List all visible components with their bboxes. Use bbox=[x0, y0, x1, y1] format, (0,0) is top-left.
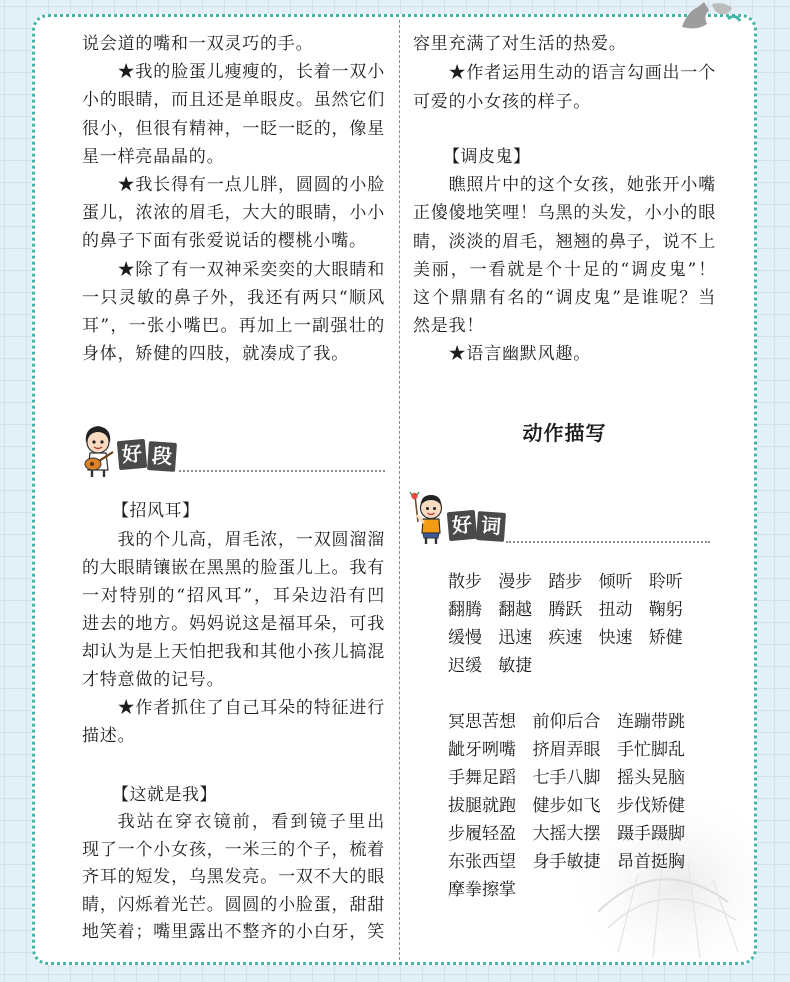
continued-paragraph bbox=[413, 30, 716, 59]
text-line: ★除了有一双神采奕奕的大眼睛和 bbox=[117, 259, 385, 280]
text-line: 说会道的嘴和一双灵巧的手。 bbox=[82, 34, 314, 54]
word: 鞠躬 bbox=[648, 600, 683, 620]
word-row bbox=[448, 652, 699, 680]
idiom-row bbox=[448, 708, 702, 736]
passage-title: 【这就是我】 bbox=[112, 785, 217, 805]
header-tile: 词 bbox=[476, 511, 506, 542]
sample-sentence bbox=[82, 256, 385, 369]
word: 倾听 bbox=[598, 572, 633, 592]
text-line: 现了一个小女孩，一米三的个子，梳着 bbox=[82, 839, 385, 860]
idiom: 摩拳擦掌 bbox=[448, 880, 516, 900]
passage-body bbox=[413, 171, 716, 340]
text-line: 一对特别的“招风耳”，耳朵边沿有凹 bbox=[82, 586, 385, 606]
word: 缓慢 bbox=[448, 628, 482, 648]
text-line: 的大眼睛镶嵌在黑黑的脸蛋儿上。我有 bbox=[82, 558, 385, 578]
dotted-rule bbox=[506, 541, 710, 543]
idiom-row bbox=[448, 736, 702, 764]
text-line: ★作者抓住了自己耳朵的特征进行 bbox=[117, 698, 385, 718]
text-line: 身体，矫健的四肢，就凑成了我。 bbox=[82, 344, 349, 365]
text-line: 我站在穿衣镜前，看到镜子里出 bbox=[117, 812, 385, 832]
text-line: 正傻傻地笑哩！乌黑的头发，小小的眼 bbox=[413, 203, 716, 224]
section-title: 动作描写 bbox=[522, 421, 607, 445]
word: 迟缓 bbox=[448, 656, 482, 676]
text-line: 进去的地方。妈妈说这是福耳朵，可我 bbox=[82, 614, 385, 634]
passage-naughty bbox=[413, 143, 716, 369]
idiom-list bbox=[448, 708, 702, 904]
text-line: 才特意做的记号。 bbox=[82, 670, 225, 690]
word-row bbox=[448, 568, 699, 596]
text-line: 很小，但很有精神，一眨一眨的，像星 bbox=[82, 118, 385, 139]
idiom: 冥思苦想 bbox=[448, 712, 516, 732]
passage-comment bbox=[413, 340, 716, 368]
header-tile: 好 bbox=[117, 439, 147, 470]
continued-paragraph bbox=[82, 30, 385, 58]
word: 踏步 bbox=[548, 572, 583, 592]
text-line: 蛋儿，浓浓的眉毛，大大的眼睛，小小 bbox=[82, 203, 385, 224]
text-line: 睛，闪烁着光芒。圆圆的小脸蛋，甜甜 bbox=[82, 894, 385, 915]
text-line: ★我长得有一点儿胖，圆圆的小脸 bbox=[117, 174, 385, 195]
text-line: 星一样亮晶晶的。 bbox=[82, 146, 225, 167]
dotted-rule bbox=[179, 470, 385, 472]
idiom-row bbox=[448, 792, 702, 820]
passage-title: 【调皮鬼】 bbox=[443, 147, 531, 167]
idiom: 蹑手蹑脚 bbox=[617, 824, 685, 844]
passage-title: 【招风耳】 bbox=[112, 501, 200, 521]
idiom-row bbox=[448, 848, 702, 876]
boy-with-flower-icon bbox=[409, 491, 447, 545]
passage-body bbox=[82, 809, 385, 947]
idiom: 健步如飞 bbox=[532, 796, 601, 816]
text-line: 然是我！ bbox=[413, 316, 485, 337]
text-line: 瞧照片中的这个女孩，她张开小嘴 bbox=[448, 175, 716, 196]
idiom: 大摇大摆 bbox=[532, 824, 601, 844]
text-line: ★语言幽默风趣。 bbox=[448, 344, 591, 365]
idiom: 摇头晃脑 bbox=[617, 768, 685, 788]
text-line: 一只灵敏的鼻子外，我还有两只“顺风 bbox=[82, 287, 385, 308]
word: 疾速 bbox=[548, 628, 583, 648]
passage-comment bbox=[413, 59, 716, 117]
idiom: 连蹦带跳 bbox=[617, 712, 685, 732]
left-intro-text bbox=[82, 30, 385, 368]
text-line: 容里充满了对生活的热爱。 bbox=[413, 34, 627, 54]
word: 扭动 bbox=[598, 600, 633, 620]
passage-this-is-me-end bbox=[413, 30, 716, 116]
idiom: 步伐矫健 bbox=[617, 796, 685, 816]
text-line: 这个鼎鼎有名的“调皮鬼”是谁呢？当 bbox=[413, 287, 716, 308]
idiom-row bbox=[448, 820, 702, 848]
passage-body bbox=[82, 526, 385, 694]
idiom: 手忙脚乱 bbox=[617, 740, 685, 760]
header-tile: 好 bbox=[447, 510, 477, 541]
sample-sentence bbox=[82, 171, 385, 256]
passage-comment bbox=[82, 694, 385, 750]
idiom-row bbox=[448, 876, 702, 904]
good-words-header bbox=[409, 491, 714, 547]
text-line: 小的眼睛，而且还是单眼皮。虽然它们 bbox=[82, 90, 385, 111]
text-line: 描述。 bbox=[82, 726, 136, 746]
word: 快速 bbox=[598, 628, 633, 648]
idiom: 七手八脚 bbox=[532, 768, 601, 788]
good-paragraphs-header bbox=[78, 422, 388, 478]
idiom: 挤眉弄眼 bbox=[532, 740, 601, 760]
idiom: 身手敏捷 bbox=[532, 852, 601, 872]
corner-ornament-icon bbox=[672, 0, 742, 32]
text-line: ★我的脸蛋儿瘦瘦的，长着一双小 bbox=[117, 62, 385, 83]
word: 翻腾 bbox=[448, 600, 482, 620]
word-list bbox=[448, 568, 699, 680]
text-line: 可爱的小女孩的样子。 bbox=[413, 91, 591, 112]
word: 漫步 bbox=[498, 572, 533, 592]
text-line: 的鼻子下面有张爱说话的樱桃小嘴。 bbox=[82, 231, 367, 252]
word: 迅速 bbox=[498, 628, 533, 648]
idiom-row bbox=[448, 764, 702, 792]
word: 矫健 bbox=[648, 628, 683, 648]
text-line: 齐耳的短发，乌黑发亮。一双不大的眼 bbox=[82, 867, 385, 888]
boy-with-guitar-icon bbox=[78, 422, 118, 478]
word: 腾跃 bbox=[548, 600, 583, 620]
passage-this-is-me bbox=[82, 781, 385, 947]
idiom: 前仰后合 bbox=[532, 712, 601, 732]
text-line: 耳”，一张小嘴巴。再加上一副强壮的 bbox=[82, 315, 385, 336]
idiom: 龇牙咧嘴 bbox=[448, 740, 516, 760]
idiom: 步履轻盈 bbox=[448, 824, 516, 844]
idiom: 昂首挺胸 bbox=[617, 852, 685, 872]
header-tile: 段 bbox=[147, 441, 177, 472]
text-line: 地笑着；嘴里露出不整齐的小白牙，笑 bbox=[82, 922, 385, 943]
text-line: 睛，淡淡的眉毛，翘翘的鼻子，说不上 bbox=[413, 231, 716, 252]
word: 翻越 bbox=[498, 600, 533, 620]
word: 散步 bbox=[448, 572, 482, 592]
column-divider bbox=[399, 20, 400, 960]
word: 聆听 bbox=[648, 572, 683, 592]
word: 敏捷 bbox=[498, 656, 533, 676]
sample-sentence bbox=[82, 58, 385, 171]
idiom: 东张西望 bbox=[448, 852, 516, 872]
passage-ears bbox=[82, 496, 385, 750]
idiom: 手舞足蹈 bbox=[448, 768, 516, 788]
idiom: 拔腿就跑 bbox=[448, 796, 516, 816]
text-line: 我的个儿高，眉毛浓，一双圆溜溜 bbox=[117, 530, 385, 550]
word-row bbox=[448, 596, 699, 624]
text-line: 美丽，一看就是个十足的“调皮鬼”！ bbox=[413, 259, 716, 280]
text-line: ★作者运用生动的语言勾画出一个 bbox=[448, 62, 716, 83]
text-line: 却认为是上天怕把我和其他小孩儿搞混 bbox=[82, 642, 385, 662]
word-row bbox=[448, 624, 699, 652]
